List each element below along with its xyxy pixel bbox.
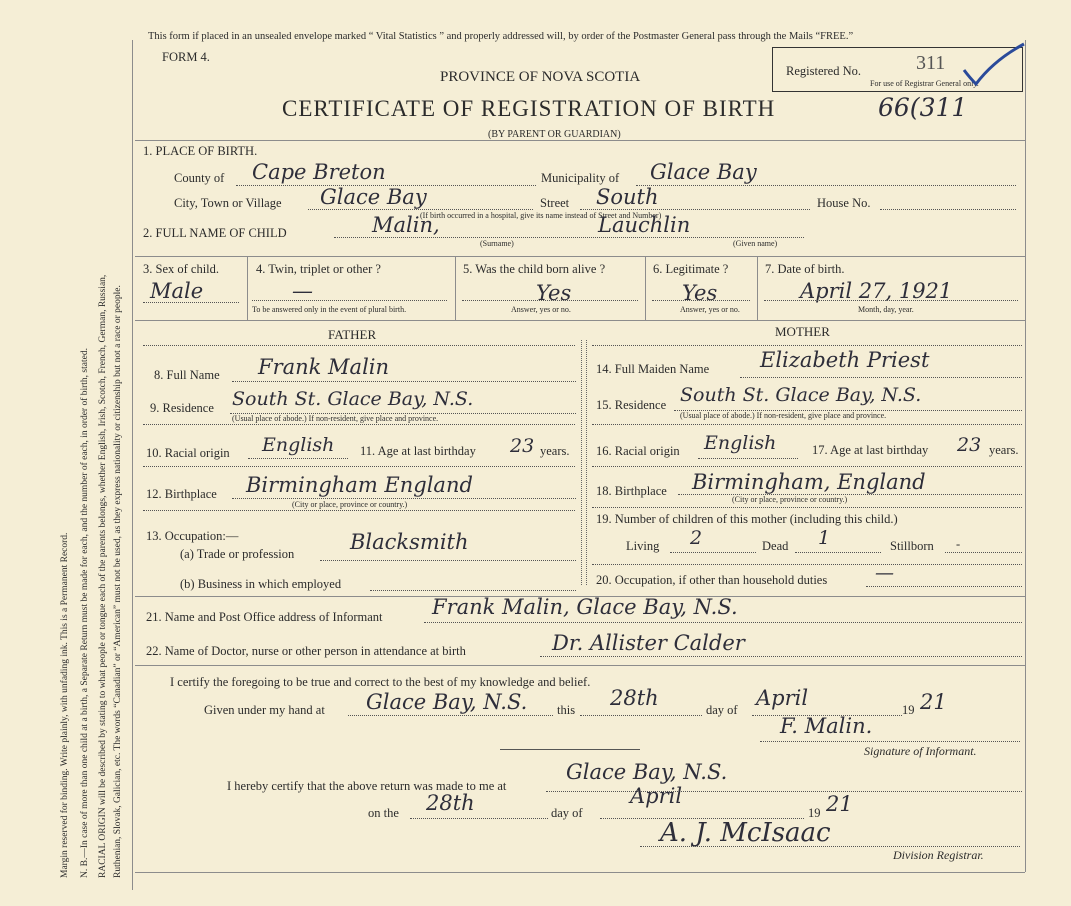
- checkmark-icon: [960, 40, 1030, 90]
- registrar-month-value: April: [630, 784, 683, 808]
- registrar-signature: A. J. McIsaac: [660, 818, 831, 848]
- county-value: Cape Breton: [252, 160, 386, 184]
- mother-residence-note: (Usual place of abode.) If non-resident, give place and province.: [680, 411, 887, 420]
- stillborn-label: Stillborn: [890, 539, 934, 553]
- certify-separator: [500, 749, 640, 750]
- birth-date-label: 7. Date of birth.: [765, 262, 845, 276]
- father-residence-value: South St. Glace Bay, N.S.: [232, 388, 474, 410]
- stillborn-value: -: [956, 537, 961, 551]
- mother-occupation-label: 20. Occupation, if other than household duties: [596, 573, 828, 587]
- county-label: County of: [174, 171, 225, 185]
- row-divider-top: [135, 256, 1025, 257]
- sex-label: 3. Sex of child.: [143, 262, 220, 276]
- parents-col-divider-b: [586, 340, 587, 585]
- certificate-title: CERTIFICATE OF REGISTRATION OF BIRTH: [282, 96, 776, 121]
- mother-heading: MOTHER: [775, 324, 830, 339]
- alive-value: Yes: [536, 281, 572, 305]
- twin-label: 4. Twin, triplet or other ?: [256, 262, 381, 276]
- legitimate-value: Yes: [682, 281, 718, 305]
- col-divider-3: [645, 256, 646, 320]
- registrar-year-value: 21: [826, 792, 853, 816]
- living-label: Living: [626, 539, 660, 553]
- registrar-signature-label: Division Registrar.: [893, 848, 984, 862]
- given-month-value: April: [756, 686, 809, 710]
- father-age-label: 11. Age at last birthday: [360, 444, 476, 458]
- mailing-notice: This form if placed in an unsealed envelope marked “ Vital Statistics ” and properly addressed will, by order of the Postmaster General pass through the Mails “FREE.”: [148, 31, 854, 42]
- father-birthplace-value: Birmingham England: [246, 473, 473, 497]
- father-business-label: (b) Business in which employed: [180, 577, 342, 591]
- street-label: Street: [540, 196, 570, 210]
- side-note-3: RACIAL ORIGIN will be described by stating to what people or tongue each of the parents belongs, whether English, Irish, Scotch, French, German, Russian,: [98, 274, 108, 878]
- form-number: FORM 4.: [162, 50, 210, 64]
- mother-race-value: English: [704, 432, 777, 454]
- this-label: this: [557, 703, 576, 717]
- informant-label: 21. Name and Post Office address of Informant: [146, 610, 383, 624]
- birth-date-value: April 27, 1921: [800, 279, 953, 303]
- registrar-day-value: 28th: [426, 791, 475, 815]
- mother-name-value: Elizabeth Priest: [760, 348, 930, 372]
- mother-name-label: 14. Full Maiden Name: [596, 362, 710, 376]
- side-note-1: Margin reserved for binding. Write plainly, with unfading ink. This is a Permanent Record.: [60, 532, 70, 878]
- alive-note: Answer, yes or no.: [511, 305, 571, 314]
- mother-race-label: 16. Racial origin: [596, 444, 680, 458]
- alive-label: 5. Was the child born alive ?: [463, 262, 606, 276]
- parents-divider: [135, 320, 1025, 321]
- given-name-note: (Given name): [733, 239, 778, 248]
- sex-value: Male: [150, 279, 204, 303]
- registered-label: Registered No.: [786, 64, 861, 78]
- certify-divider: [135, 665, 1025, 666]
- father-trade-value: Blacksmith: [350, 530, 469, 554]
- surname-note: (Surname): [480, 239, 514, 248]
- given-year-value: 21: [920, 690, 947, 714]
- col-divider-2: [455, 256, 456, 320]
- father-name-label: 8. Full Name: [154, 368, 220, 382]
- father-age-value: 23: [510, 435, 535, 457]
- given-year-prefix: 19: [902, 703, 915, 717]
- father-race-value: English: [262, 434, 335, 456]
- mother-residence-value: South St. Glace Bay, N.S.: [680, 384, 922, 406]
- informant-signature-label: Signature of Informant.: [864, 744, 977, 758]
- place-of-birth-label: 1. PLACE OF BIRTH.: [143, 144, 258, 158]
- registered-number: 311: [916, 52, 946, 74]
- street-value: South: [596, 185, 659, 209]
- legitimate-label: 6. Legitimate ?: [653, 262, 729, 276]
- given-day-value: 28th: [610, 686, 659, 710]
- father-occupation-label: 13. Occupation:—: [146, 529, 239, 543]
- informant-value: Frank Malin, Glace Bay, N.S.: [432, 595, 738, 619]
- informant-signature: F. Malin.: [780, 714, 873, 738]
- side-note-4: Ruthenian, Slovak, Galician, etc. The words “Canadian” or “American” must not be used, as they express nationality or citizenship but not a race or people.: [113, 285, 123, 878]
- father-race-label: 10. Racial origin: [146, 446, 230, 460]
- mother-residence-label: 15. Residence: [596, 398, 667, 412]
- doctor-label: 22. Name of Doctor, nurse or other person in attendance at birth: [146, 644, 466, 658]
- birth-date-note: Month, day, year.: [858, 305, 914, 314]
- header-divider: [135, 140, 1025, 141]
- col-divider-1: [247, 256, 248, 320]
- given-under-label: Given under my hand at: [204, 703, 325, 717]
- mother-birthplace-value: Birmingham, England: [692, 470, 926, 494]
- father-residence-note: (Usual place of abode.) If non-resident, give place and province.: [232, 414, 439, 423]
- child-given-name: Lauchlin: [598, 213, 691, 237]
- margin-line: [132, 40, 133, 890]
- mother-birthplace-label: 18. Birthplace: [596, 484, 667, 498]
- father-trade-label: (a) Trade or profession: [180, 547, 295, 561]
- municipality-value: Glace Bay: [650, 160, 757, 184]
- child-name-label: 2. FULL NAME OF CHILD: [143, 226, 287, 240]
- twin-note: To be answered only in the event of plural birth.: [252, 305, 407, 314]
- father-birthplace-label: 12. Birthplace: [146, 487, 217, 501]
- father-years-label: years.: [540, 444, 570, 458]
- father-birthplace-note: (City or place, province or country.): [292, 500, 408, 509]
- municipality-label: Municipality of: [541, 171, 620, 185]
- living-value: 2: [690, 527, 703, 549]
- province-heading: PROVINCE OF NOVA SCOTIA: [440, 69, 641, 85]
- mother-age-value: 23: [957, 434, 982, 456]
- bottom-border: [135, 872, 1025, 873]
- handwritten-number: 66(311: [878, 93, 968, 122]
- city-label: City, Town or Village: [174, 196, 282, 210]
- city-value: Glace Bay: [320, 185, 427, 209]
- registrar-statement: I hereby certify that the above return was made to me at: [227, 779, 507, 793]
- mother-birthplace-note: (City or place, province or country.): [732, 495, 848, 504]
- given-day-of-label: day of: [706, 703, 738, 717]
- mother-age-label: 17. Age at last birthday: [812, 443, 929, 457]
- legitimate-note: Answer, yes or no.: [680, 305, 740, 314]
- side-note-2: N. B.—In case of more than one child at a birth, a Separate Return must be made for each, and the number of each, in order of birth, stated.: [80, 348, 90, 878]
- registered-note: For use of Registrar General only.: [870, 79, 979, 88]
- certify-statement: I certify the foregoing to be true and correct to the best of my knowledge and belief.: [170, 675, 591, 689]
- doctor-value: Dr. Allister Calder: [552, 631, 745, 655]
- on-the-label: on the: [368, 806, 399, 820]
- right-border: [1025, 40, 1026, 872]
- father-heading: FATHER: [328, 327, 377, 342]
- col-divider-4: [757, 256, 758, 320]
- father-residence-label: 9. Residence: [150, 401, 214, 415]
- house-label: House No.: [817, 196, 871, 210]
- dead-label: Dead: [762, 539, 789, 553]
- child-surname: Malin,: [372, 213, 440, 237]
- dead-value: 1: [818, 527, 831, 549]
- father-name-value: Frank Malin: [258, 355, 390, 379]
- mother-years-label: years.: [989, 443, 1019, 457]
- mother-children-label: 19. Number of children of this mother (including this child.): [596, 512, 898, 526]
- registrar-year-prefix: 19: [808, 806, 821, 820]
- hospital-note: (If birth occurred in a hospital, give its name instead of Street and Number): [420, 211, 662, 220]
- parents-col-divider-a: [581, 340, 582, 585]
- twin-value: —: [292, 279, 313, 303]
- registrar-day-of-label: day of: [551, 806, 583, 820]
- given-place-value: Glace Bay, N.S.: [366, 690, 528, 714]
- certificate-subtitle: (BY PARENT OR GUARDIAN): [488, 129, 621, 140]
- mother-occupation-value: —: [875, 562, 894, 584]
- registrar-place-value: Glace Bay, N.S.: [566, 760, 728, 784]
